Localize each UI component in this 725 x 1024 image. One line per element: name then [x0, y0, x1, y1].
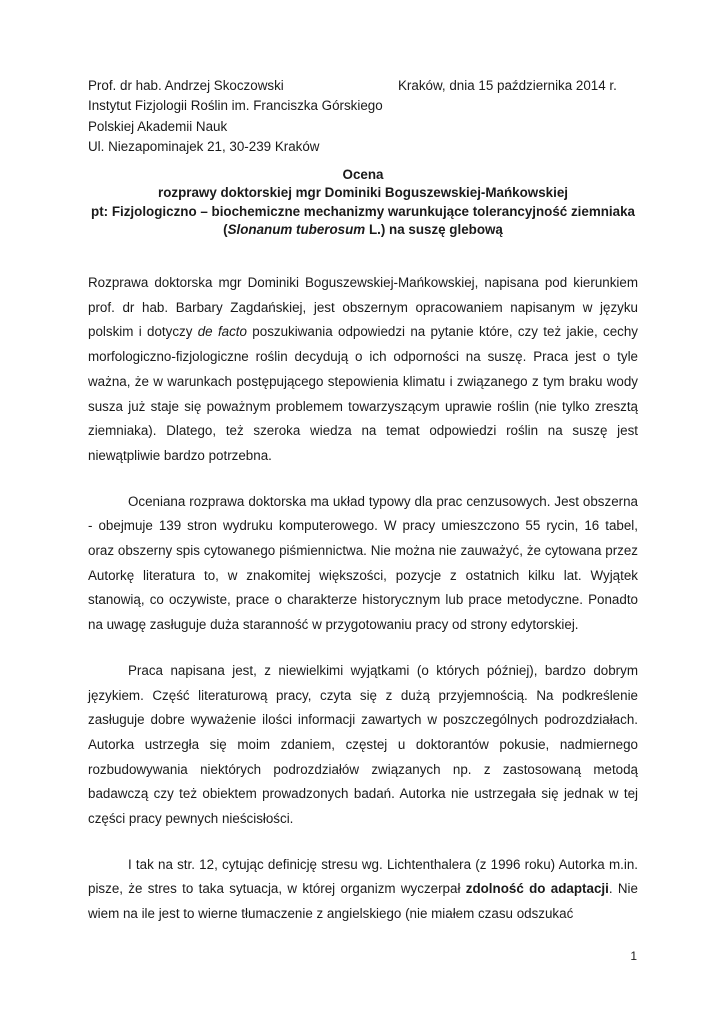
- title-line-3: pt: Fizjologiczno – biochemiczne mechanizmy warunkujące tolerancyjność ziemniaka: [91, 203, 635, 219]
- paragraph-3: Praca napisana jest, z niewielkimi wyjątkami (o których później), bardzo dobrym językiem. Część literaturową pracy, czyta się z dużą przyjemnością. Na podkreślenie zasługuje dobre wyważenie ilości informacji zawartych w poszczególnych podrozdziałach. Autorka ustrzegła się moim zdaniem, częstej u doktorantów pokusie, nadmiernego rozbudowywania niektórych podrozdziałów związanych np. z zastosowaną metodą badawczą czy też obiektem prowadzonych badań. Autorka nie ustrzegała się jednak w tej części pracy pewnych nieścisłości.: [88, 662, 638, 827]
- paragraph-1-text-a: Rozprawa doktorska mgr Dominiki Boguszewskiej-Mańkowskiej, napisana pod kierunkiem prof. dr hab. Barbary Zagdańskiej, jest obszernym opracowaniem napisanym w języku polskim i dotyczy: [88, 275, 638, 340]
- paragraph-4-text-b: . Nie wiem na ile jest to wierne tłumaczenie z angielskiego (nie miałem czasu odszukać: [88, 881, 638, 922]
- species-name: Slonanum tuberosum: [227, 221, 366, 237]
- document-body: [88, 271, 638, 927]
- author-name: Prof. dr hab. Andrzej Skoczowski: [88, 78, 284, 93]
- paragraph-4: [88, 853, 638, 927]
- paragraph-4-text-a: I tak na str. 12, cytując definicję stresu wg. Lichtenthalera (z 1996 roku) Autorka m.in. pisze, że stres to taka sytuacja, w której organizm wyczerpał: [88, 856, 638, 897]
- paragraph-1-text-b: poszukiwania odpowiedzi na pytanie które, czy też jakie, cechy morfologiczno-fizjologiczne roślin decydują o ich odporności na suszę. Praca jest o tyle ważna, że w warunkach postępującego stepowienia klimatu i związanego z tym braku wody susza już staje się poważnym problemem towarzyszącym uprawie roślin (nie tylko zresztą ziemniaka). Dlatego, też szeroka wiedza na temat odpowiedzi roślin na suszę jest niewątpliwie bardzo potrzebna.: [88, 324, 639, 463]
- paragraph-4-bold: zdolność do adaptacji: [465, 881, 609, 897]
- place-date: Kraków, dnia 15 października 2014 r.: [398, 78, 617, 93]
- academy-name: Polskiej Akademii Nauk: [88, 118, 228, 134]
- title-line-1: Ocena: [342, 167, 384, 182]
- institute-name: Instytut Fizjologii Roślin im. Franciszka Górskiego: [88, 98, 383, 114]
- paragraph-1-italic: de facto: [197, 324, 247, 340]
- paragraph-2: Oceniana rozprawa doktorska ma układ typowy dla prac cenzusowych. Jest obszerna - obejmuje 139 stron wydruku komputerowego. W pracy umieszczono 55 rycin, 16 tabel, oraz obszerny spis cytowanego piśmiennictwa. Nie można nie zauważyć, że cytowana przez Autorkę literatura to, w znakomitej większości, pozycje z ostatnich kilku lat. Wyjątek stanowią, co oczywiste, prace o charakterze historycznym lub prace metodyczne. Ponadto na uwagę zasługuje duża staranność w przygotowaniu pracy od strony edytorskiej.: [88, 493, 638, 633]
- paragraph-1: [88, 271, 638, 469]
- title-line-4-open: (: [223, 221, 228, 237]
- address: Ul. Niezapominajek 21, 30-239 Kraków: [88, 139, 320, 155]
- title-line-4: [88, 221, 638, 239]
- page-number: 1: [630, 949, 637, 963]
- document-title: [88, 166, 638, 239]
- title-line-2: rozprawy doktorskiej mgr Dominiki Boguszewskiej-Mańkowskiej: [157, 185, 568, 201]
- title-line-4-rest: L.) na suszę glebową: [365, 221, 503, 237]
